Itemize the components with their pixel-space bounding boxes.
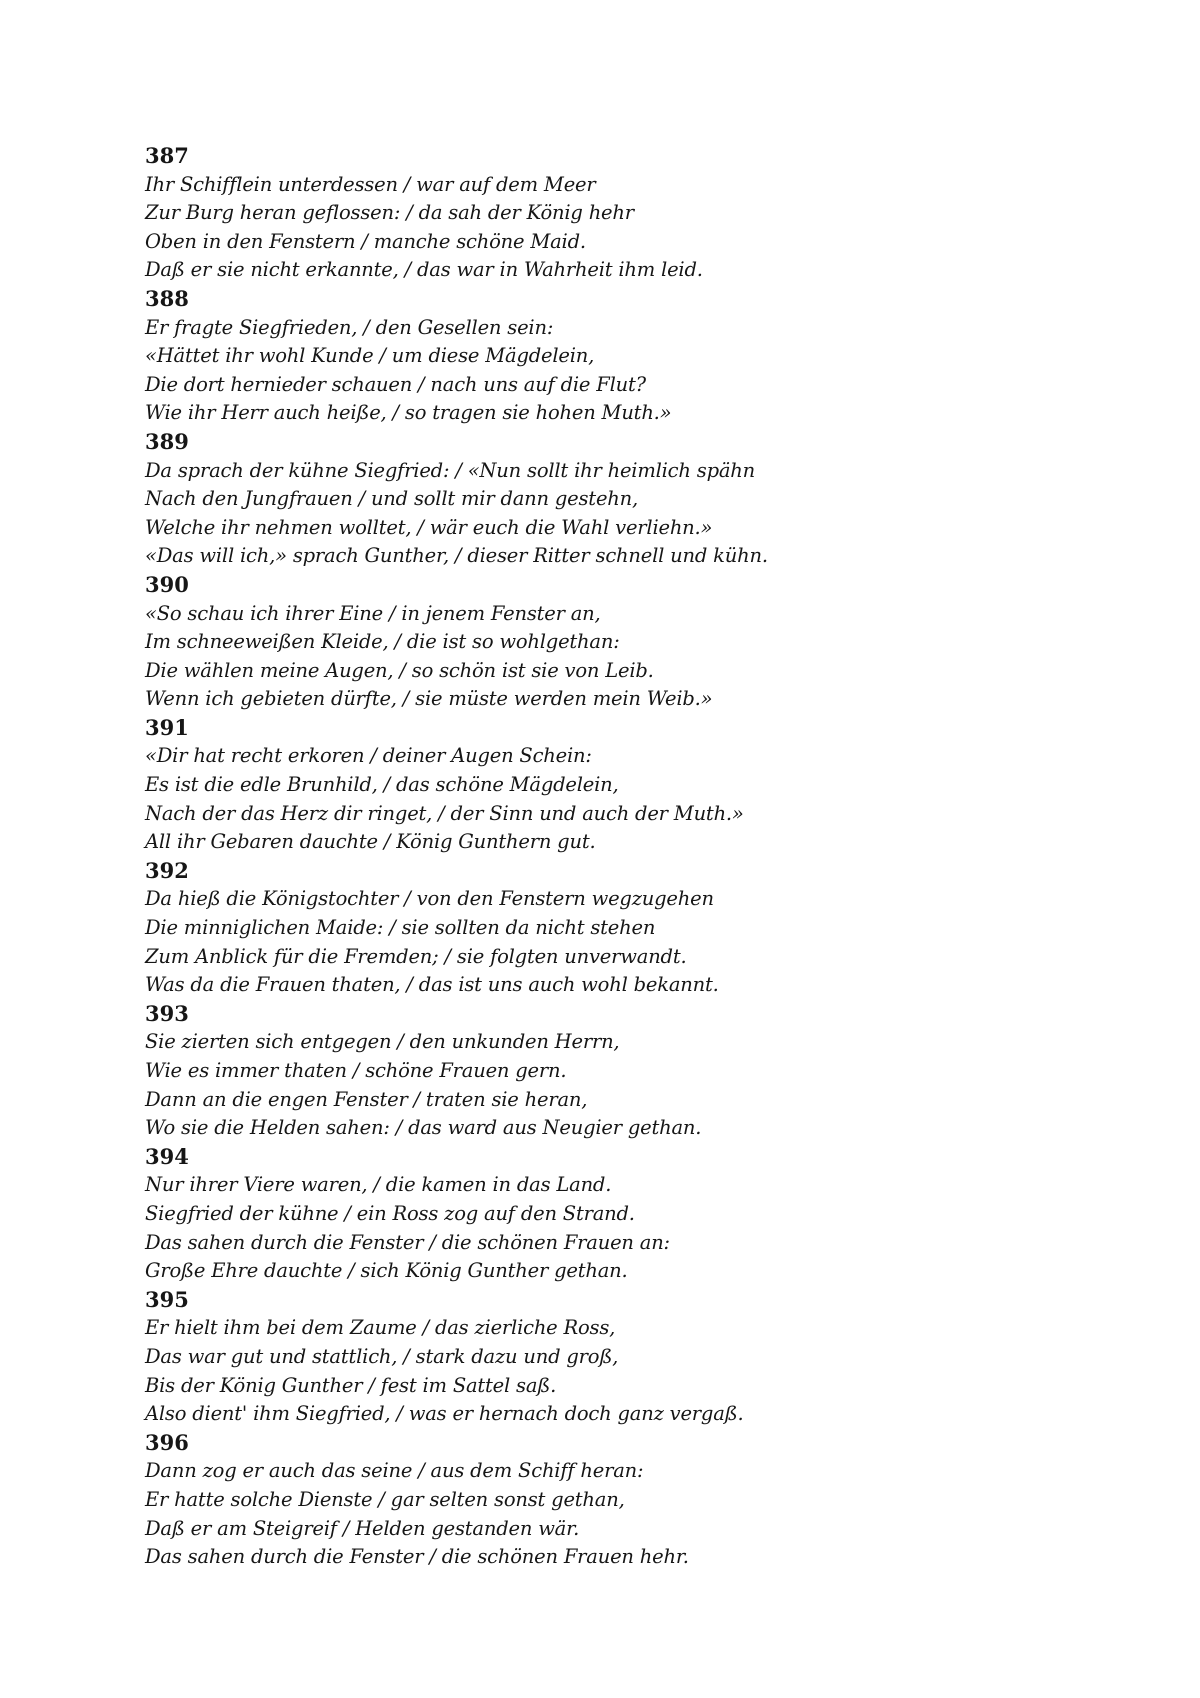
- verse-line: Wie ihr Herr auch heiße, / so tragen sie hohen Muth.»: [145, 401, 672, 425]
- verse-line: Also dient' ihm Siegfried, / was er hernach doch ganz vergaß.: [145, 1402, 744, 1426]
- stanza-394: [145, 1143, 1145, 1286]
- verse-line: Ihr Schifflein unterdessen / war auf dem Meer: [145, 172, 596, 196]
- verse-line: All ihr Gebaren dauchte / König Gunthern gut.: [145, 830, 596, 854]
- verse-line: Nur ihrer Viere waren, / die kamen in das Land.: [145, 1173, 612, 1197]
- stanza-388: [145, 285, 1145, 428]
- stanza-number: 388: [145, 285, 189, 311]
- stanza-391: [145, 714, 1145, 857]
- stanza-number: 393: [145, 1000, 189, 1026]
- stanza-number: 394: [145, 1143, 189, 1169]
- verse-line: Die dort hernieder schauen / nach uns auf die Flut?: [145, 372, 646, 396]
- stanza-396: [145, 1429, 1145, 1572]
- verse-line: «So schau ich ihrer Eine / in jenem Fenster an,: [145, 601, 601, 625]
- verse-line: Siegfried der kühne / ein Ross zog auf den Strand.: [145, 1201, 635, 1225]
- verse-line: Da hieß die Königstochter / von den Fenstern wegzugehen: [145, 887, 714, 911]
- verse-line: Dann an die engen Fenster / traten sie heran,: [145, 1087, 588, 1111]
- verse-line: Große Ehre dauchte / sich König Gunther gethan.: [145, 1259, 628, 1283]
- verse-line: Zum Anblick für die Fremden; / sie folgten unverwandt.: [145, 944, 687, 968]
- verse-line: Da sprach der kühne Siegfried: / «Nun sollt ihr heimlich spähn: [145, 458, 755, 482]
- stanza-395: [145, 1286, 1145, 1429]
- verse-line: Die minniglichen Maide: / sie sollten da nicht stehen: [145, 916, 656, 940]
- verse-line: Das sahen durch die Fenster / die schönen Frauen an:: [145, 1230, 670, 1254]
- verse-line: Wo sie die Helden sahen: / das ward aus Neugier gethan.: [145, 1116, 702, 1140]
- stanza-390: [145, 571, 1145, 714]
- verse-line: Er hatte solche Dienste / gar selten sonst gethan,: [145, 1487, 625, 1511]
- stanza-number: 390: [145, 571, 189, 597]
- verse-line: Welche ihr nehmen wolltet, / wär euch die Wahl verliehn.»: [145, 515, 713, 539]
- verse-line: Nach den Jungfrauen / und sollt mir dann gestehn,: [145, 487, 639, 511]
- verse-line: Er fragte Siegfrieden, / den Gesellen sein:: [145, 315, 554, 339]
- stanza-number: 395: [145, 1286, 189, 1312]
- verse-line: Im schneeweißen Kleide, / die ist so wohlgethan:: [145, 630, 620, 654]
- verse-line: Nach der das Herz dir ringet, / der Sinn und auch der Muth.»: [145, 801, 744, 825]
- verse-line: Das sahen durch die Fenster / die schönen Frauen hehr.: [145, 1545, 689, 1569]
- stanza-number: 396: [145, 1429, 189, 1455]
- verse-line: «Das will ich,» sprach Gunther, / dieser Ritter schnell und kühn.: [145, 544, 768, 568]
- verse-line: Die wählen meine Augen, / so schön ist sie von Leib.: [145, 658, 654, 682]
- stanza-number: 387: [145, 143, 189, 168]
- stanza-387: [145, 142, 1145, 285]
- verse-line: Er hielt ihm bei dem Zaume / das zierliche Ross,: [145, 1316, 616, 1340]
- verse-line: Dann zog er auch das seine / aus dem Schiff heran:: [145, 1459, 644, 1483]
- stanza-389: [145, 428, 1145, 571]
- stanza-392: [145, 857, 1145, 1000]
- verse-line: Es ist die edle Brunhild, / das schöne Mägdelein,: [145, 773, 619, 797]
- verse-line: Sie zierten sich entgegen / den unkunden Herrn,: [145, 1030, 620, 1054]
- stanza-number: 389: [145, 428, 189, 454]
- verse-line: Wie es immer thaten / schöne Frauen gern.: [145, 1059, 567, 1082]
- verse-line: «Hättet ihr wohl Kunde / um diese Mägdelein,: [145, 344, 595, 368]
- verse-line: Wenn ich gebieten dürfte, / sie müste werden mein Weib.»: [145, 687, 713, 711]
- verse-line: Zur Burg heran geflossen: / da sah der König hehr: [145, 201, 634, 225]
- verse-line: Das war gut und stattlich, / stark dazu und groß,: [145, 1344, 619, 1368]
- stanza-393: [145, 1000, 1145, 1143]
- stanza-number: 391: [145, 714, 189, 740]
- verse-line: Bis der König Gunther / fest im Sattel saß.: [145, 1373, 557, 1397]
- verse-line: «Dir hat recht erkoren / deiner Augen Schein:: [145, 744, 592, 768]
- document-page: [145, 142, 1145, 1572]
- verse-line: Daß er sie nicht erkannte, / das war in Wahrheit ihm leid.: [145, 258, 703, 282]
- verse-line: Was da die Frauen thaten, / das ist uns auch wohl bekannt.: [145, 973, 719, 997]
- stanza-number: 392: [145, 857, 189, 883]
- verse-line: Oben in den Fenstern / manche schöne Maid.: [145, 229, 586, 253]
- verse-line: Daß er am Steigreif / Helden gestanden wär.: [145, 1516, 580, 1540]
